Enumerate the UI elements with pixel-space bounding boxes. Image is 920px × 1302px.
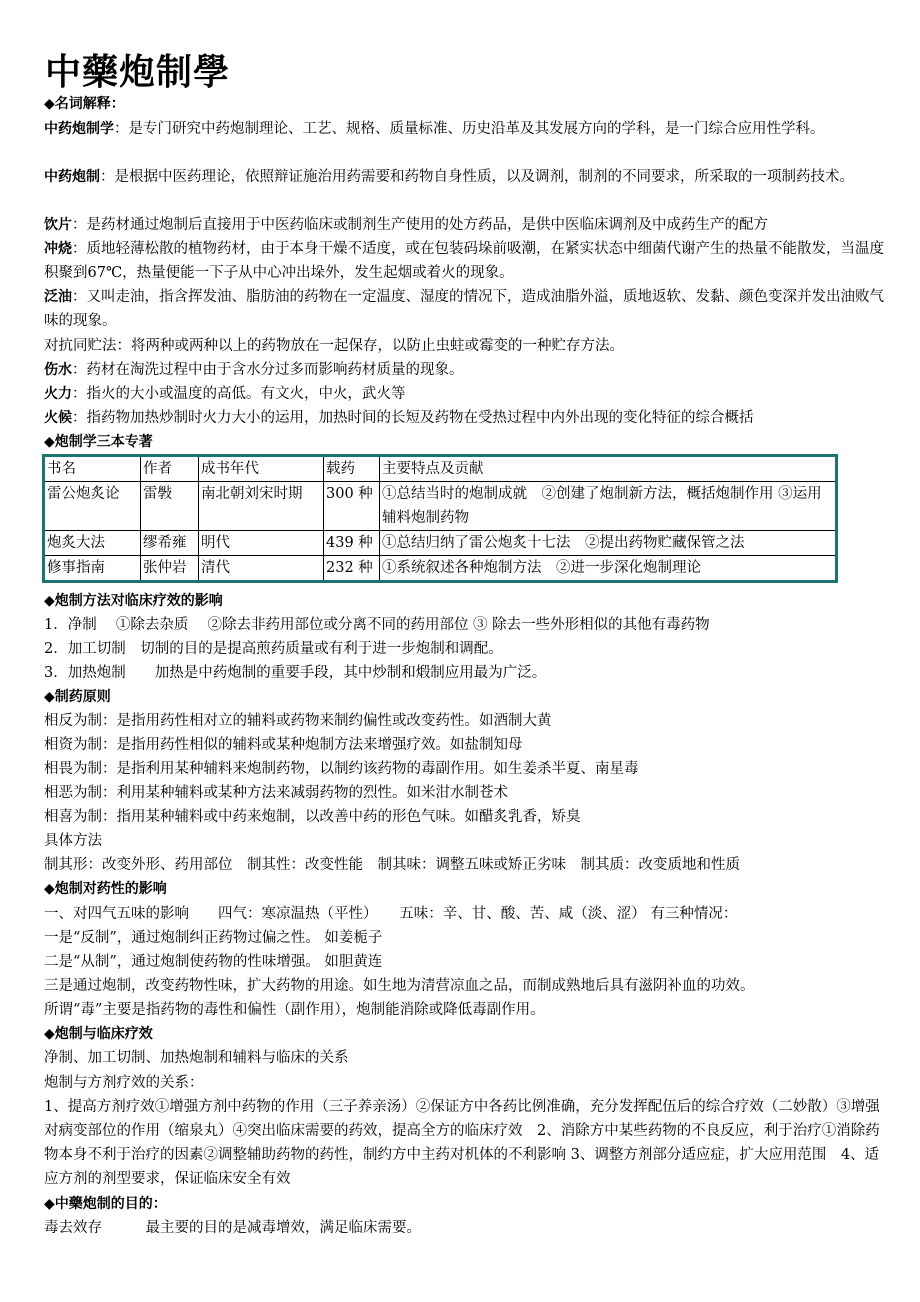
- term-body: ：是根据中医药理论，依照辩证施治用药需要和药物自身性质，以及调剂，制剂的不同要求，所采取的一项制药技术。: [100, 169, 854, 185]
- table-row: [44, 531, 837, 556]
- principle-item: 相畏为制：是指利用某种辅料来炮制药物，以制约该药物的毒副作用。如生姜杀半夏、南星毒: [44, 761, 639, 777]
- table-cell: ①系统叙述各种炮制方法 ②进一步深化炮制理论: [380, 556, 837, 582]
- term-label: 泛油: [44, 289, 72, 305]
- principle-item: 具体方法: [44, 833, 102, 849]
- definition-fanyou: [44, 285, 884, 333]
- definition-yinpian: [44, 213, 884, 237]
- table-cell: ①总结当时的炮制成就 ②创建了炮制新方法，概括炮制作用 ③运用辅料炮制药物: [380, 482, 837, 531]
- principle-item: 制其形：改变外形、药用部位 制其性：改变性能 制其味：调整五味或矫正劣味 制其质：改变质地和性质: [44, 857, 740, 873]
- section-heading-purpose: ◆中藥炮制的目的：: [44, 1196, 167, 1212]
- definition-duikang: 对抗同贮法：将两种或两种以上的药物放在一起保存，以防止虫蛀或霉变的一种贮存方法。: [44, 338, 624, 354]
- table-cell: 明代: [199, 531, 324, 556]
- definition-paozhi: [44, 165, 884, 189]
- principle-item: 相喜为制：指用某种辅料或中药来炮制，以改善中药的形色气味。如醋炙乳香，矫臭: [44, 809, 581, 825]
- term-body: ：药材在淘洗过程中由于含水分过多而影响药材质量的现象。: [72, 362, 464, 378]
- table-cell: 南北朝刘宋时期: [199, 482, 324, 531]
- term-label: 饮片: [44, 217, 72, 233]
- table-cell: 清代: [199, 556, 324, 582]
- term-body: ：又叫走油，指含挥发油、脂肪油的药物在一定温度、湿度的情况下，造成油脂外溢，质地返软、发黏、颜色变深并发出油败气味的现象。: [44, 289, 884, 329]
- table-header-cell: 成书年代: [199, 456, 324, 482]
- effect-item: 一、对四气五味的影响 四气：寒凉温热（平性） 五味：辛、甘、酸、苦、咸（淡、涩） 有三种情况：: [44, 906, 738, 922]
- method-item: 1．净制 ①除去杂质 ②除去非药用部位或分离不同的药用部位 ③ 除去一些外形相似的其他有毒药物: [44, 617, 710, 633]
- table-cell: 232 种: [324, 556, 380, 582]
- term-label: 冲烧: [44, 241, 72, 257]
- table-header-cell: 作者: [141, 456, 199, 482]
- effect-item: 三是通过炮制，改变药物性味，扩大药物的用途。如生地为清营凉血之品，而制成熟地后具有滋阴补血的功效。: [44, 978, 755, 994]
- principle-item: 相资为制：是指用药性相似的辅料或某种炮制方法来增强疗效。如盐制知母: [44, 737, 523, 753]
- effect-item: 二是“从制”，通过炮制使药物的性味增强。 如胆黄连: [44, 954, 383, 970]
- table-row: [44, 482, 837, 531]
- clinical-paragraph: 1、提高方剂疗效①增强方剂中药物的作用（三子养亲汤）②保证方中各药比例准确，充分发挥配伍后的综合疗效（二妙散）③增强对病变部位的作用（缩泉丸）④突出临床需要的药效，提高全方的临床疗效 2、消除方中某些药物的不良反应，利于治疗①消除药物本身不利于治疗的因素②调整辅助药物的药性，制约方中主药对机体的不利影响 3、调整方剂部分适应症，扩大应用范围 4、适应方剂的剂型要求，保证临床安全有效: [44, 1099, 880, 1187]
- table-cell: 张仲岩: [141, 556, 199, 582]
- term-label: 火力: [44, 386, 72, 402]
- table-cell: 修事指南: [44, 556, 141, 582]
- section-heading-principles: ◆制药原则: [44, 689, 111, 705]
- table-cell: 300 种: [324, 482, 380, 531]
- clinical-item: 炮制与方剂疗效的关系：: [44, 1075, 204, 1091]
- table-cell: 雷公炮炙论: [44, 482, 141, 531]
- definition-paozhixue: [44, 117, 884, 141]
- purpose-item: 毒去效存 最主要的目的是减毒增效，满足临床需要。: [44, 1220, 421, 1236]
- table-cell: ①总结归纳了雷公炮炙十七法 ②提出药物贮藏保管之法: [380, 531, 837, 556]
- term-label: 中药炮制: [44, 169, 100, 185]
- method-item: 3．加热炮制 加热是中药炮制的重要手段，其中炒制和煅制应用最为广泛。: [44, 665, 547, 681]
- section-heading-drug-property: ◆炮制对药性的影响: [44, 881, 167, 897]
- principle-item: 相恶为制：利用某种辅料或某种方法来减弱药物的烈性。如米泔水制苍术: [44, 785, 508, 801]
- books-table: [42, 454, 838, 583]
- table-cell: 雷斅: [141, 482, 199, 531]
- term-body: ：指火的大小或温度的高低。有文火，中火，武火等: [72, 386, 406, 402]
- table-cell: 439 种: [324, 531, 380, 556]
- section-heading-terms: ◆名词解释：: [44, 96, 125, 112]
- definition-huoli: [44, 382, 884, 406]
- table-row: [44, 556, 837, 582]
- principle-item: 相反为制：是指用药性相对立的辅料或药物来制约偏性或改变药性。如酒制大黄: [44, 713, 552, 729]
- term-label: 火候: [44, 410, 72, 426]
- clinical-item: 净制、加工切制、加热炮制和辅料与临床的关系: [44, 1050, 349, 1066]
- term-label: 中药炮制学: [44, 121, 114, 137]
- term-body: ：是药材通过炮制后直接用于中医药临床或制剂生产使用的处方药品，是供中医临床调剂及中成药生产的配方: [72, 217, 768, 233]
- table-header-cell: 书名: [44, 456, 141, 482]
- table-cell: 炮炙大法: [44, 531, 141, 556]
- table-header-row: [44, 456, 837, 482]
- section-heading-methods: ◆炮制方法对临床疗效的影响: [44, 593, 223, 609]
- section-heading-three-books: ◆炮制学三本专著: [44, 434, 153, 450]
- table-header-cell: 载药: [324, 456, 380, 482]
- method-item: 2．加工切制 切制的目的是提高煎药质量或有利于进一步炮制和调配。: [44, 641, 503, 657]
- table-cell: 缪希雍: [141, 531, 199, 556]
- effect-item: 所谓“毒”主要是指药物的毒性和偏性（副作用），炮制能消除或降低毒副作用。: [44, 1002, 545, 1018]
- page-title: 中藥炮制學: [45, 52, 231, 93]
- term-body: ：质地轻薄松散的植物药材，由于本身干燥不适度，或在包装码垛前吸潮，在紧实状态中细菌代谢产生的热量不能散发，当温度积聚到67℃，热量便能一下子从中心冲出垛外，发生起烟或着火的现象。: [44, 241, 884, 281]
- term-body: ：指药物加热炒制时火力大小的运用，加热时间的长短及药物在受热过程中内外出现的变化特征的综合概括: [72, 410, 754, 426]
- table-header-cell: 主要特点及贡献: [380, 456, 837, 482]
- term-body: ：是专门研究中药炮制理论、工艺、规格、质量标准、历史沿革及其发展方向的学科，是一门综合应用性学科。: [114, 121, 825, 137]
- definition-shangshui: [44, 358, 884, 382]
- section-heading-clinical: ◆炮制与临床疗效: [44, 1026, 153, 1042]
- term-label: 伤水: [44, 362, 72, 378]
- definition-huohou: [44, 406, 884, 430]
- definition-chongshao: [44, 237, 884, 285]
- effect-item: 一是“反制”，通过炮制纠正药物过偏之性。 如姜栀子: [44, 930, 383, 946]
